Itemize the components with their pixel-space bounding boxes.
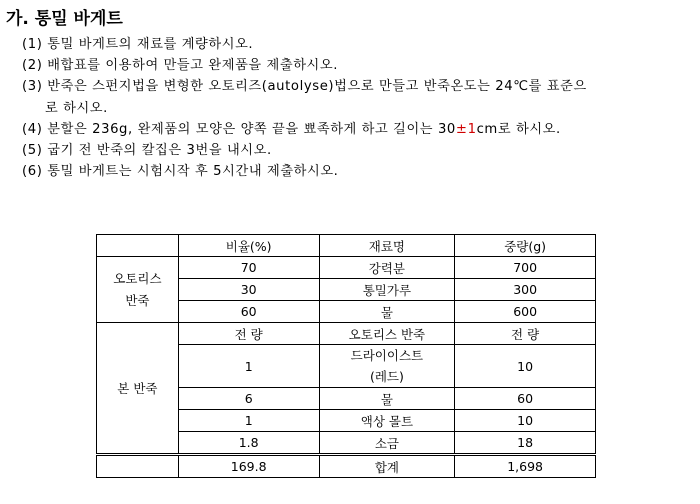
instruction-number: (2) <box>22 58 43 74</box>
instruction-item <box>22 76 692 118</box>
ingredient-cell: 소금 <box>319 432 455 455</box>
total-weight-cell: 1,698 <box>455 455 596 478</box>
weight-cell: 전 량 <box>455 323 596 345</box>
ratio-cell: 전 량 <box>178 323 319 345</box>
weight-cell: 60 <box>455 388 596 410</box>
total-name-cell: 합계 <box>319 455 455 478</box>
ingredient-cell: 액상 몰트 <box>319 410 455 432</box>
ingredient-cell: 물 <box>319 301 455 323</box>
instruction-number: (4) <box>22 121 43 137</box>
total-label-cell <box>97 455 179 478</box>
ratio-cell: 70 <box>178 257 319 279</box>
instruction-text: 굽기 전 반죽의 칼집은 3번을 내시오. <box>47 143 272 159</box>
table-row <box>97 323 596 345</box>
instruction-text: 반죽은 스펀지법을 변형한 오토리즈(autolyse)법으로 만들고 반죽온도는 24℃를 표준으 <box>47 79 587 95</box>
total-row <box>97 455 596 478</box>
header-cell: 재료명 <box>319 235 455 257</box>
ingredient-cell: 강력분 <box>319 257 455 279</box>
instruction-text: 통밀 바게트는 시험시작 후 5시간내 제출하시오. <box>47 164 339 180</box>
instruction-item <box>22 119 692 140</box>
header-cell <box>97 235 179 257</box>
ingredient-cell: 드라이이스트 (레드) <box>319 345 455 388</box>
instruction-text-part: cm로 하시오. <box>476 121 561 137</box>
ratio-cell: 60 <box>178 301 319 323</box>
instruction-number: (5) <box>22 143 43 159</box>
table-row <box>97 257 596 279</box>
ingredient-cell: 오토리스 반죽 <box>319 323 455 345</box>
ingredient-cell: 통밀가루 <box>319 279 455 301</box>
instructions-list <box>22 34 692 182</box>
group-label-autolyse <box>97 257 179 323</box>
ratio-cell: 30 <box>178 279 319 301</box>
instruction-text-part: 분할은 236g, 완제품의 모양은 양쪽 끝을 뾰족하게 하고 길이는 30 <box>47 121 456 137</box>
ratio-cell: 1 <box>178 345 319 388</box>
ratio-cell: 1 <box>178 410 319 432</box>
instruction-item <box>22 34 692 55</box>
group-label-line: 오토리스 <box>113 270 162 286</box>
weight-cell: 10 <box>455 345 596 388</box>
table-header-row <box>97 235 596 257</box>
instruction-item <box>22 140 692 161</box>
weight-cell: 10 <box>455 410 596 432</box>
section-title: 가. 통밀 바게트 <box>6 9 123 29</box>
instruction-number: (3) <box>22 79 43 95</box>
instruction-continuation: 로 하시오. <box>45 100 108 116</box>
instruction-number: (6) <box>22 164 43 180</box>
ingredient-cell: 물 <box>319 388 455 410</box>
weight-cell: 300 <box>455 279 596 301</box>
ratio-cell: 1.8 <box>178 432 319 455</box>
instruction-text: 통밀 바게트의 재료를 계량하시오. <box>47 37 254 52</box>
tolerance-highlight: ±1 <box>455 121 477 137</box>
header-cell: 비율(%) <box>178 235 319 257</box>
instruction-item <box>22 161 692 182</box>
total-ratio-cell: 169.8 <box>178 455 319 478</box>
instruction-text: 배합표를 이용하여 만들고 완제품을 제출하시오. <box>47 58 339 74</box>
recipe-table <box>96 234 596 478</box>
ratio-cell: 6 <box>178 388 319 410</box>
instruction-item <box>22 55 692 76</box>
weight-cell: 18 <box>455 432 596 455</box>
group-label-line: 반죽 <box>125 292 150 308</box>
weight-cell: 600 <box>455 301 596 323</box>
weight-cell: 700 <box>455 257 596 279</box>
header-cell: 중량(g) <box>455 235 596 257</box>
instruction-number: (1) <box>22 37 43 52</box>
instruction-text <box>47 122 561 137</box>
group-label-main: 본 반죽 <box>97 323 179 455</box>
